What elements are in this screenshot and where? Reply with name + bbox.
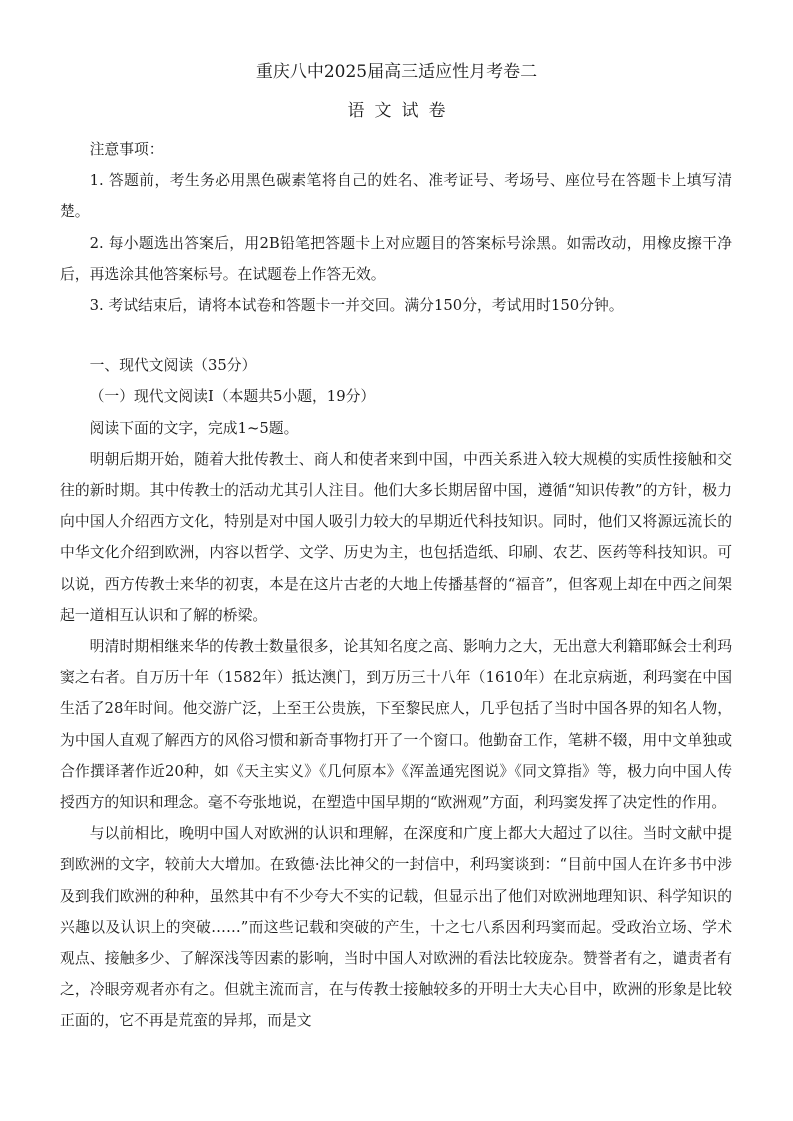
notice-heading: 注意事项： (89, 141, 164, 158)
exam-subtitle: 语文试卷 (347, 101, 456, 121)
subsection-heading: （一）现代文阅读Ⅰ（本题共5小题，19分） (89, 388, 376, 406)
passage-paragraph-3: 与以前相比，晚明中国人对欧洲的认识和理解，在深度和广度上都大大超过了以往。当时文献中提到欧洲的文字，较前大大增加。在致德·法比神父的一封信中，利玛窦谈到：“目前中国人在许多书中涉及到我们欧洲的种种，虽然其中有不少夸大不实的记载，但显示出了他们对欧洲地理知识、科学知识的兴趣以及认识上的突破……”而这些记载和突破的产生，十之七八系因利玛窦而起。受政治立场、学术观点、接触多少、了解深浅等因素的影响，当时中国人对欧洲的看法比较庞杂。赞誉者有之，谴责者有之，冷眼旁观者亦有之。但就主流而言，在与传教士接触较多的开明士大夫心目中，欧洲的形象是比较正面的，它不再是荒蛮的异邦，而是文 (60, 825, 732, 1030)
notice-item-1: 1. 答题前，考生务必用黑色碳素笔将自己的姓名、准考证号、考场号、座位号在答题卡上填写清楚。 (60, 172, 732, 221)
section-heading: 一、现代文阅读（35分） (89, 357, 257, 375)
page-content (60, 134, 732, 1037)
section-gap (60, 321, 732, 350)
passage-paragraph-2: 明清时期相继来华的传教士数量很多，论其知名度之高、影响力之大，无出意大利籍耶稣会士利玛窦之右者。自万历十年（1582年）抵达澳门，到万历三十八年（1610年）在北京病逝，利玛窦在中国生活了28年时间。他交游广泛，上至王公贵族，下至黎民庶人，几乎包括了当时中国各界的知名人物，为中国人直观了解西方的风俗习惯和新奇事物打开了一个窗口。他勤奋工作，笔耕不辍，用中文单独或合作撰译著作近20种，如《天主实义》《几何原本》《浑盖通宪图说》《同文算指》等，极力向中国人传授西方的知识和理念。毫不夸张地说，在塑造中国早期的“欧洲观”方面，利玛窦发挥了决定性的作用。 (60, 638, 732, 812)
exam-title: 重庆八中2025届高三适应性月考卷二 (255, 62, 538, 82)
reading-instruction: 阅读下面的文字，完成1~5题。 (89, 419, 299, 437)
notice-item-3: 3. 考试结束后，请将本试卷和答题卡一并交回。满分150分，考试用时150分钟。 (89, 297, 624, 315)
notice-item-2: 2. 每小题选出答案后，用2B铅笔把答题卡上对应题目的答案标号涂黑。如需改动，用橡皮擦干净后，再选涂其他答案标号。在试题卷上作答无效。 (60, 234, 732, 283)
passage-paragraph-1: 明朝后期开始，随着大批传教士、商人和使者来到中国，中西关系进入较大规模的实质性接触和交往的新时期。其中传教士的活动尤其引人注目。他们大多长期居留中国，遵循“知识传教”的方针，极力向中国人介绍西方文化，特别是对中国人吸引力较大的早期近代科技知识。同时，他们又将源远流长的中华文化介绍到欧洲，内容以哲学、文学、历史为主，也包括造纸、印刷、农艺、医药等科技知识。可以说，西方传教士来华的初衷，本是在这片古老的大地上传播基督的“福音”，但客观上却在中西之间架起一道相互认识和了解的桥梁。 (60, 450, 732, 624)
